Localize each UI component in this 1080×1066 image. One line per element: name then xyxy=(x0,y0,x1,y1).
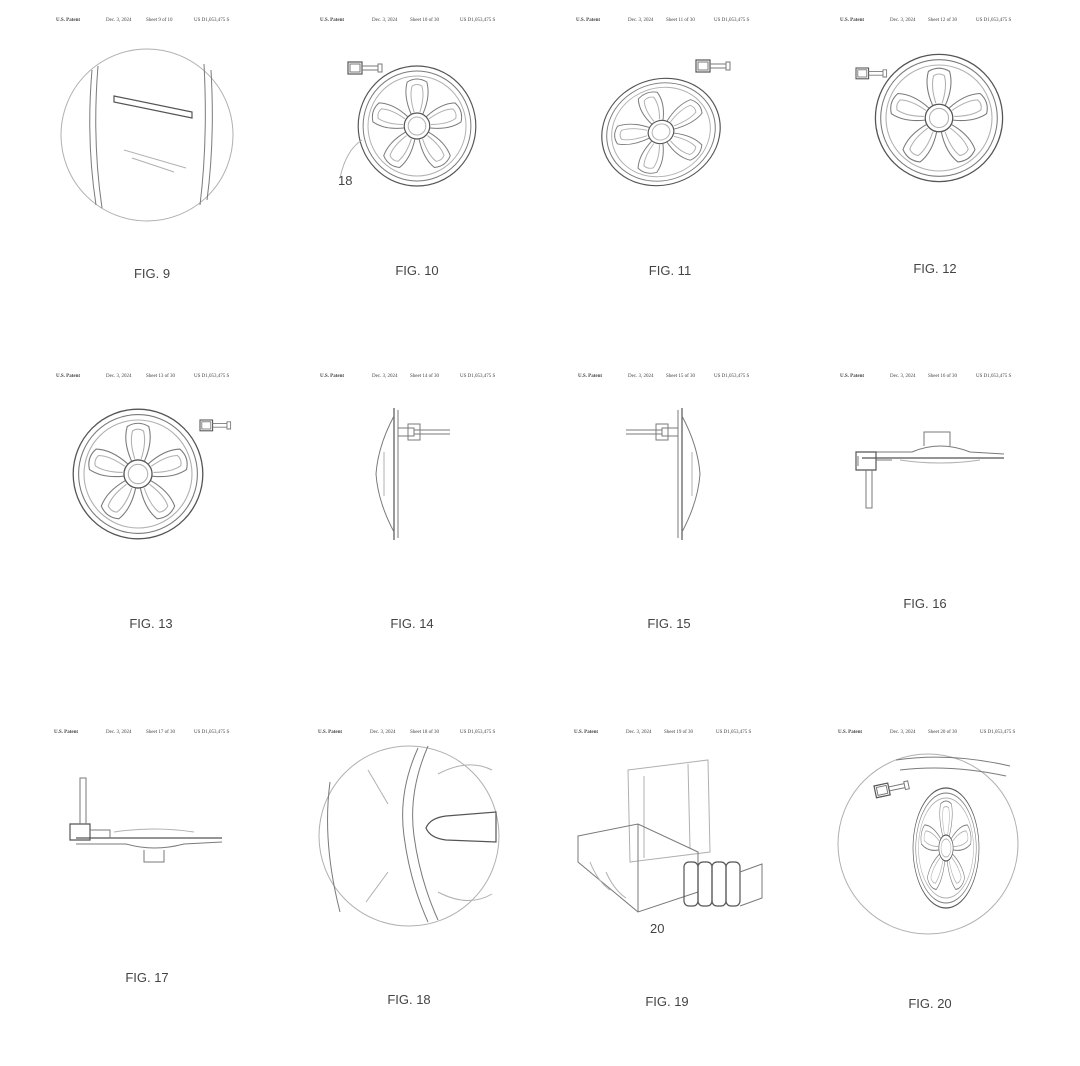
header-publisher: U.S. Patent xyxy=(320,374,345,379)
header-publisher: U.S. Patent xyxy=(54,730,79,735)
header-date: Dec. 3, 2024 xyxy=(890,18,916,23)
figure-sheet-18 xyxy=(278,712,548,1066)
header-number: US D1,053,475 S xyxy=(460,18,496,23)
figure-sheet-10 xyxy=(278,0,548,354)
header-sheet: Sheet 11 of 30 xyxy=(666,18,695,23)
figure-label: FIG. 15 xyxy=(647,616,691,631)
header-publisher: U.S. Patent xyxy=(56,374,81,379)
header-sheet: Sheet 19 of 30 xyxy=(664,730,694,735)
figure-label: FIG. 9 xyxy=(133,266,171,281)
header-publisher: U.S. Patent xyxy=(838,730,863,735)
header-publisher: U.S. Patent xyxy=(840,374,865,379)
header-date: Dec. 3, 2024 xyxy=(372,374,398,379)
fig-13-drawing xyxy=(14,356,284,710)
fig-14-drawing xyxy=(278,356,548,710)
header-number: US D1,053,475 S xyxy=(716,730,752,735)
fig-10-drawing xyxy=(278,0,548,354)
figure-sheet-9 xyxy=(14,0,284,354)
header-number: US D1,053,475 S xyxy=(460,374,496,379)
figure-label: FIG. 13 xyxy=(129,616,173,631)
reference-numeral: 18 xyxy=(338,173,353,188)
header-date: Dec. 3, 2024 xyxy=(372,18,398,23)
header-date: Dec. 3, 2024 xyxy=(890,374,916,379)
figure-label: FIG. 18 xyxy=(387,992,431,1007)
header-sheet: Sheet 18 of 30 xyxy=(410,730,440,735)
fig-12-drawing xyxy=(800,0,1070,354)
header-date: Dec. 3, 2024 xyxy=(890,730,916,735)
header-publisher: U.S. Patent xyxy=(320,18,345,23)
header-date: Dec. 3, 2024 xyxy=(370,730,396,735)
header-date: Dec. 3, 2024 xyxy=(106,730,132,735)
header-publisher: U.S. Patent xyxy=(574,730,599,735)
figure-label: FIG. 14 xyxy=(390,616,434,631)
header-sheet: Sheet 14 of 30 xyxy=(410,374,440,379)
fig-16-drawing xyxy=(800,356,1070,710)
header-publisher: U.S. Patent xyxy=(578,374,603,379)
figure-label: FIG. 11 xyxy=(648,263,692,278)
figure-sheet-12 xyxy=(800,0,1070,354)
figure-label: FIG. 10 xyxy=(395,263,439,278)
header-date: Dec. 3, 2024 xyxy=(106,18,132,23)
header-number: US D1,053,475 S xyxy=(714,374,750,379)
figure-sheet-20 xyxy=(800,712,1070,1066)
header-date: Dec. 3, 2024 xyxy=(628,18,654,23)
reference-numeral: 20 xyxy=(650,921,665,936)
header-number: US D1,053,475 S xyxy=(194,18,230,23)
fig-18-drawing xyxy=(278,712,548,1066)
header-number: US D1,053,475 S xyxy=(976,18,1012,23)
header-number: US D1,053,475 S xyxy=(194,374,230,379)
figure-label: FIG. 12 xyxy=(913,261,957,276)
header-number: US D1,053,475 S xyxy=(980,730,1016,735)
fig-17-drawing xyxy=(14,712,284,1066)
header-sheet: Sheet 20 of 30 xyxy=(928,730,958,735)
header-date: Dec. 3, 2024 xyxy=(628,374,654,379)
figure-sheet-19 xyxy=(538,712,808,1066)
header-number: US D1,053,475 S xyxy=(976,374,1012,379)
header-publisher: U.S. Patent xyxy=(840,18,865,23)
header-sheet: Sheet 16 of 30 xyxy=(928,374,958,379)
figure-label: FIG. 16 xyxy=(903,596,947,611)
header-sheet: Sheet 15 of 30 xyxy=(666,374,696,379)
fig-20-drawing xyxy=(800,712,1070,1066)
header-sheet: Sheet 17 of 30 xyxy=(146,730,176,735)
fig-11-drawing xyxy=(538,0,808,354)
header-sheet: Sheet 10 of 30 xyxy=(410,18,440,23)
header-publisher: U.S. Patent xyxy=(318,730,343,735)
figure-label: FIG. 20 xyxy=(908,996,952,1011)
figure-sheet-17 xyxy=(14,712,284,1066)
header-sheet: Sheet 9 of 10 xyxy=(146,18,173,23)
figure-sheet-16 xyxy=(800,356,1070,710)
header-date: Dec. 3, 2024 xyxy=(106,374,132,379)
header-publisher: U.S. Patent xyxy=(576,18,601,23)
figure-sheet-15 xyxy=(538,356,808,710)
header-sheet: Sheet 13 of 30 xyxy=(146,374,176,379)
figure-sheet-14 xyxy=(278,356,548,710)
header-number: US D1,053,475 S xyxy=(460,730,496,735)
fig-9-drawing xyxy=(14,0,284,354)
figure-sheet-11 xyxy=(538,0,808,354)
fig-15-drawing xyxy=(538,356,808,710)
header-publisher: U.S. Patent xyxy=(56,18,81,23)
header-sheet: Sheet 12 of 30 xyxy=(928,18,958,23)
header-number: US D1,053,475 S xyxy=(194,730,230,735)
header-date: Dec. 3, 2024 xyxy=(626,730,652,735)
fig-19-drawing xyxy=(538,712,808,1066)
figure-label: FIG. 19 xyxy=(645,994,689,1009)
figure-sheet-13 xyxy=(14,356,284,710)
figure-label: FIG. 17 xyxy=(125,970,169,985)
header-number: US D1,053,475 S xyxy=(714,18,750,23)
